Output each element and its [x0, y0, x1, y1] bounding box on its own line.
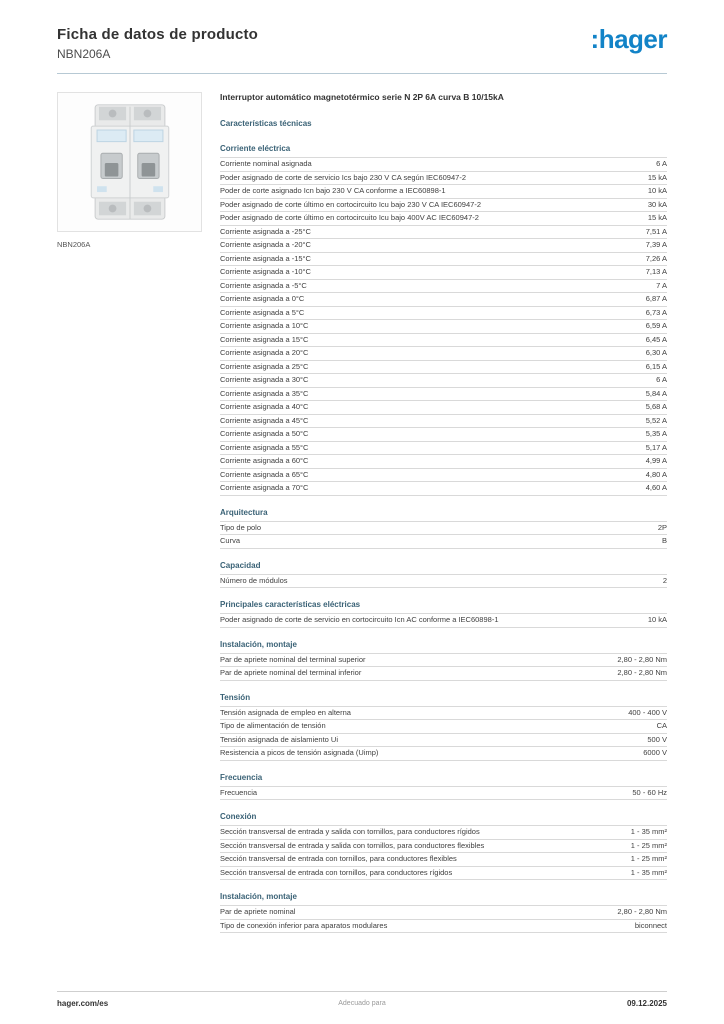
row-value: 6,15 A: [645, 361, 667, 371]
section-rows: [220, 825, 667, 880]
row-value: 50 - 60 Hz: [632, 787, 667, 797]
table-row: [220, 307, 667, 321]
section-title: Tensión: [220, 692, 251, 702]
row-value: 1 - 25 mm²: [630, 854, 667, 863]
row-value: 2: [662, 575, 667, 585]
spec-section: [220, 144, 667, 496]
row-label: Par de apriete nominal: [220, 907, 296, 916]
product-image-box: [57, 92, 202, 232]
row-label: Poder de corte asignado Icn bajo 230 V CA conforme a IEC60898-1: [220, 186, 446, 195]
table-row: [220, 226, 667, 240]
table-row: [220, 575, 667, 589]
section-rows: [220, 706, 667, 761]
row-value: 7,51 A: [645, 226, 667, 236]
row-label: Corriente asignada a 10°C: [220, 321, 309, 330]
row-label: Tipo de polo: [220, 522, 262, 532]
row-label: Número de módulos: [220, 575, 288, 585]
doc-footer: [57, 991, 667, 1008]
section-rows: [220, 157, 667, 496]
table-row: [220, 482, 667, 496]
section-title: Arquitectura: [220, 507, 268, 517]
table-row: [220, 280, 667, 294]
table-row: [220, 455, 667, 469]
row-value: 400 - 400 V: [628, 707, 667, 717]
row-value: biconnect: [634, 920, 667, 930]
table-row: [220, 185, 667, 199]
table-row: [220, 667, 667, 681]
spec-section: [220, 812, 667, 880]
table-row: [220, 347, 667, 361]
table-row: [220, 199, 667, 213]
row-label: Corriente asignada a 50°C: [220, 429, 309, 438]
spec-section: [220, 693, 667, 761]
row-label: Poder asignado de corte último en cortocircuito Icu bajo 400V AC IEC60947-2: [220, 213, 479, 222]
spec-section: [220, 773, 667, 801]
row-label: Corriente asignada a -10°C: [220, 267, 311, 276]
spec-section: [220, 508, 667, 549]
table-row: [220, 428, 667, 442]
row-value: 1 - 35 mm²: [630, 867, 667, 877]
hager-logo: :hager: [590, 24, 667, 54]
spec-section: [220, 600, 667, 628]
row-value: 6000 V: [643, 748, 667, 757]
table-row: [220, 614, 667, 628]
row-label: Corriente asignada a 55°C: [220, 442, 309, 452]
row-label: Sección transversal de entrada con tornillos, para conductores rígidos: [220, 867, 453, 877]
section-rows: [220, 521, 667, 549]
table-row: [220, 253, 667, 267]
table-row: [220, 374, 667, 388]
table-row: [220, 720, 667, 734]
table-row: [220, 840, 667, 854]
row-value: B: [661, 536, 667, 545]
table-row: [220, 906, 667, 920]
row-value: 5,35 A: [645, 429, 667, 438]
row-value: 6,30 A: [645, 348, 667, 357]
row-label: Corriente asignada a 45°C: [220, 415, 309, 425]
section-rows: [220, 613, 667, 628]
footer-date: 09.12.2025: [626, 999, 667, 1008]
main-content: [57, 92, 667, 945]
table-row: [220, 320, 667, 334]
table-row: [220, 293, 667, 307]
table-row: [220, 787, 667, 801]
table-row: [220, 920, 667, 934]
row-value: 6,87 A: [645, 294, 667, 303]
row-value: 4,80 A: [645, 469, 667, 479]
table-row: [220, 388, 667, 402]
row-label: Corriente asignada a 35°C: [220, 388, 309, 398]
page-title: Ficha de datos de producto: [57, 26, 259, 43]
row-value: 15 kA: [647, 172, 667, 182]
section-rows: [220, 574, 667, 589]
row-label: Sección transversal de entrada con tornillos, para conductores flexibles: [220, 854, 457, 863]
row-value: 6,45 A: [645, 334, 667, 344]
row-label: Corriente asignada a -15°C: [220, 253, 311, 263]
row-label: Tensión asignada de aislamiento Ui: [220, 734, 338, 744]
row-label: Par de apriete nominal del terminal inferior: [220, 668, 362, 677]
row-value: 2,80 - 2,80 Nm: [617, 654, 667, 664]
row-value: 6 A: [656, 375, 667, 384]
doc-header-text: [57, 26, 258, 61]
row-value: 500 V: [647, 734, 667, 744]
tech-characteristics-heading: Características técnicas: [220, 119, 312, 128]
footer-inner: [57, 999, 667, 1008]
table-row: [220, 867, 667, 881]
row-label: Corriente asignada a -5°C: [220, 280, 307, 290]
table-row: [220, 172, 667, 186]
row-value: 2P: [657, 522, 667, 532]
right-column: [220, 92, 667, 945]
product-image-caption: NBN206A: [57, 240, 91, 249]
spec-section: [220, 640, 667, 681]
row-label: Corriente asignada a 15°C: [220, 334, 309, 344]
hager-website-link[interactable]: hager.com/es: [57, 999, 109, 1008]
row-label: Sección transversal de entrada y salida con tornillos, para conductores rígidos: [220, 827, 480, 836]
row-value: 5,17 A: [645, 442, 667, 452]
section-rows: [220, 653, 667, 681]
row-label: Poder asignado de corte último en cortocircuito Icu bajo 230 V CA IEC60947-2: [220, 199, 481, 209]
row-label: Corriente asignada a 65°C: [220, 469, 309, 479]
table-row: [220, 734, 667, 748]
row-label: Corriente asignada a 70°C: [220, 483, 309, 492]
row-label: Tipo de conexión inferior para aparatos modulares: [220, 920, 388, 930]
product-description: Interruptor automático magnetotérmico serie N 2P 6A curva B 10/15kA: [220, 92, 504, 102]
row-value: 2,80 - 2,80 Nm: [617, 907, 667, 916]
row-value: CA: [656, 721, 667, 730]
section-title: Principales características eléctricas: [220, 600, 361, 609]
table-row: [220, 212, 667, 226]
section-title: Instalación, montaje: [220, 892, 297, 901]
table-row: [220, 158, 667, 172]
table-row: [220, 442, 667, 456]
row-label: Corriente asignada a 25°C: [220, 361, 309, 371]
footer-center-text: Adecuado para: [338, 1000, 386, 1007]
row-value: 15 kA: [647, 213, 667, 222]
row-value: 6,73 A: [645, 307, 667, 317]
row-label: Corriente asignada a 0°C: [220, 294, 305, 303]
product-reference: NBN206A: [57, 47, 111, 61]
row-value: 30 kA: [647, 199, 667, 209]
row-label: Par de apriete nominal del terminal superior: [220, 654, 366, 664]
row-value: 5,52 A: [645, 415, 667, 425]
row-label: Poder asignado de corte de servicio Ics bajo 230 V CA según IEC60947-2: [220, 172, 466, 182]
header-divider: [57, 73, 667, 74]
row-label: Sección transversal de entrada y salida con tornillos, para conductores flexibles: [220, 840, 485, 850]
row-value: 10 kA: [647, 186, 667, 195]
row-label: Corriente asignada a 5°C: [220, 307, 305, 317]
row-value: 5,68 A: [645, 402, 667, 411]
doc-header: [57, 26, 667, 61]
table-row: [220, 826, 667, 840]
table-row: [220, 535, 667, 549]
row-value: 6 A: [656, 159, 667, 168]
table-row: [220, 654, 667, 668]
row-label: Tensión asignada de empleo en alterna: [220, 707, 351, 717]
row-label: Frecuencia: [220, 787, 258, 797]
row-value: 7,26 A: [645, 253, 667, 263]
row-value: 7,13 A: [645, 267, 667, 276]
row-value: 4,60 A: [645, 483, 667, 492]
table-row: [220, 707, 667, 721]
section-title: Instalación, montaje: [220, 639, 297, 649]
left-column: [57, 92, 202, 945]
row-label: Tipo de alimentación de tensión: [220, 721, 326, 730]
row-value: 1 - 25 mm²: [630, 840, 667, 850]
row-value: 7 A: [656, 280, 667, 290]
table-row: [220, 239, 667, 253]
spec-section: [220, 892, 667, 933]
row-value: 6,59 A: [645, 321, 667, 330]
row-value: 2,80 - 2,80 Nm: [617, 668, 667, 677]
row-label: Corriente asignada a -25°C: [220, 226, 311, 236]
row-label: Corriente asignada a 60°C: [220, 456, 309, 465]
section-title: Conexión: [220, 812, 257, 821]
row-label: Corriente asignada a -20°C: [220, 240, 311, 249]
section-rows: [220, 786, 667, 801]
row-label: Corriente nominal asignada: [220, 159, 312, 168]
table-row: [220, 334, 667, 348]
row-label: Resistencia a picos de tensión asignada (Uimp): [220, 748, 379, 757]
table-row: [220, 401, 667, 415]
row-label: Corriente asignada a 30°C: [220, 375, 309, 384]
section-title: Frecuencia: [220, 772, 263, 782]
row-label: Corriente asignada a 20°C: [220, 348, 309, 357]
section-rows: [220, 905, 667, 933]
table-row: [220, 469, 667, 483]
row-value: 5,84 A: [645, 388, 667, 398]
sections: [220, 144, 667, 933]
row-value: 4,99 A: [645, 456, 667, 465]
table-row: [220, 415, 667, 429]
table-row: [220, 361, 667, 375]
circuit-breaker-image: [80, 99, 180, 225]
spec-section: [220, 561, 667, 589]
section-title: Corriente eléctrica: [220, 144, 291, 153]
section-title: Capacidad: [220, 560, 261, 570]
row-value: 10 kA: [647, 615, 667, 624]
table-row: [220, 853, 667, 867]
table-row: [220, 747, 667, 761]
row-label: Curva: [220, 536, 241, 545]
row-value: 7,39 A: [645, 240, 667, 249]
row-value: 1 - 35 mm²: [630, 827, 667, 836]
table-row: [220, 266, 667, 280]
table-row: [220, 522, 667, 536]
row-label: Corriente asignada a 40°C: [220, 402, 309, 411]
row-label: Poder asignado de corte de servicio en cortocircuito Icn AC conforme a IEC60898-1: [220, 615, 499, 624]
